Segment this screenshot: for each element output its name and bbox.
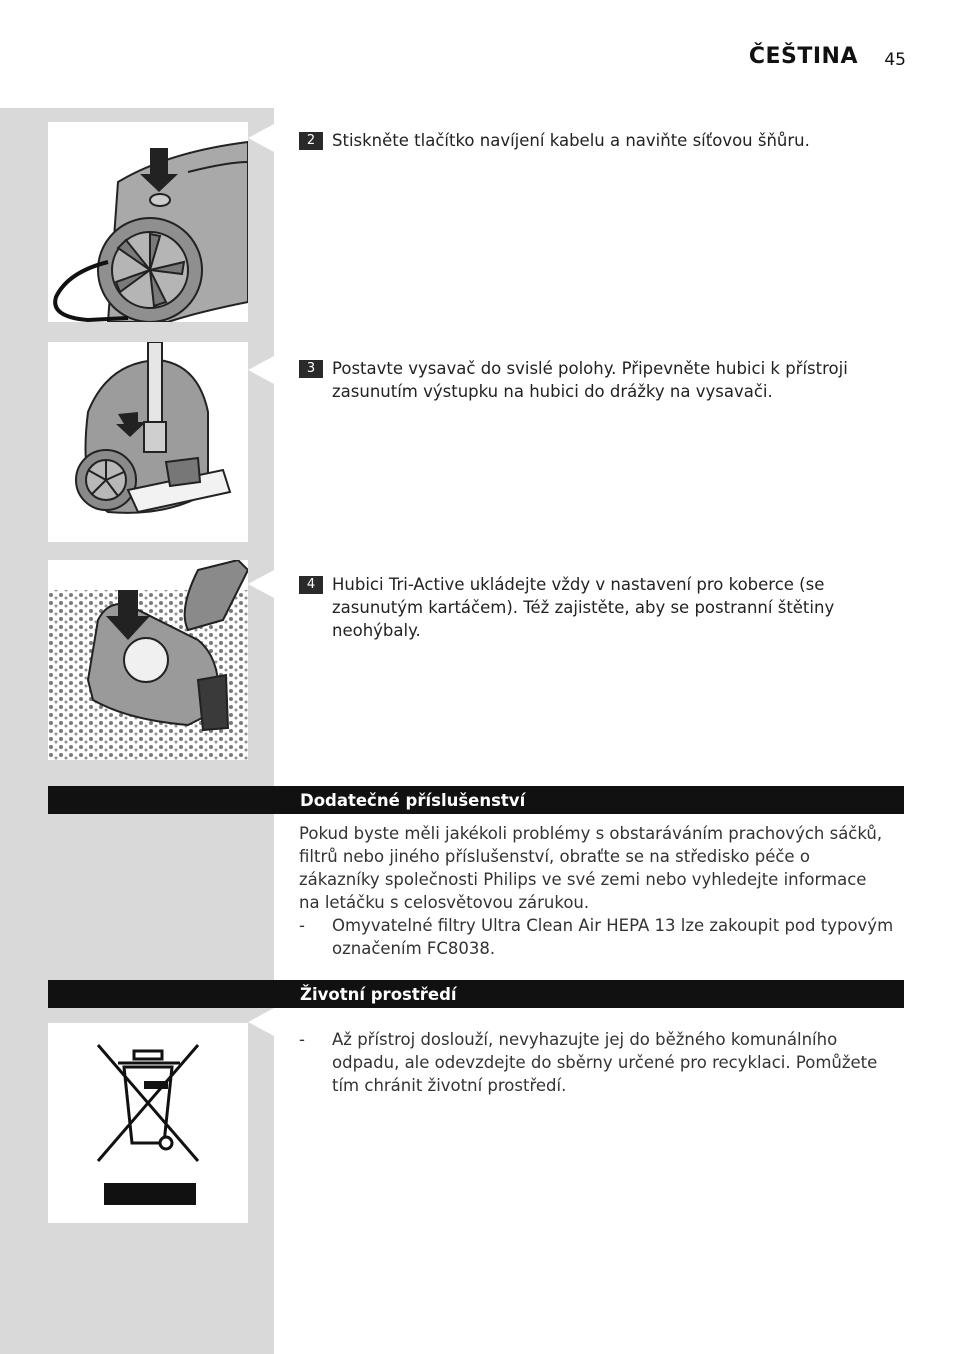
callout-notch [248,356,274,384]
step-number-badge: 2 [299,132,323,150]
step-text: Hubici Tri-Active ukládejte vždy v nastavení pro koberce (se zasunutým kartáčem). Též zajistěte, aby se postranní štětiny neohýbaly. [332,575,835,640]
step-3 [299,357,879,403]
step-2 [299,129,879,152]
list-item [299,1028,899,1097]
step-4 [299,573,879,642]
step-number-badge: 4 [299,576,323,594]
page-number: 45 [884,50,906,70]
section-title: Životní prostředí [300,985,457,1004]
list-item [299,914,899,960]
bullet-text: Až přístroj doslouží, nevyhazujte jej do běžného komunálního odpadu, ale odevzdejte do sběrny určené pro recyklaci. Pomůžete tím chránit životní prostředí. [332,1030,878,1095]
section-title: Dodatečné příslušenství [300,791,526,810]
callout-notch [248,124,274,152]
cord-rewind-button-icon [48,122,248,322]
language-heading: ČEŠTINA [748,44,858,69]
accessories-paragraph: Pokud byste měli jakékoli problémy s obstaráváním prachových sáčků, filtrů nebo jiného příslušenství, obraťte se na středisko péče o zákazníky společnosti Philips ve své zemi nebo vyhledejte informace na letáčku s celosvětovou zárukou. [299,824,883,912]
bullet-text: Omyvatelné filtry Ultra Clean Air HEPA 13 lze zakoupit pod typovým označením FC8038. [332,916,894,958]
step-number-badge: 3 [299,360,323,378]
crossed-out-wheelie-bin-icon [48,1023,248,1223]
bullet-dash: - [299,916,305,935]
step-text: Postavte vysavač do svislé polohy. Připevněte hubici k přístroji zasunutím výstupku na hubici do drážky na vysavači. [332,359,848,401]
callout-notch [248,570,274,598]
section-header-accessories [48,786,904,814]
nozzle-park-icon [48,342,248,542]
tri-active-nozzle-carpet-icon [48,560,248,760]
step-text: Stiskněte tlačítko navíjení kabelu a naviňte síťovou šňůru. [332,131,810,150]
callout-notch [248,1008,274,1036]
bullet-dash: - [299,1030,305,1049]
section-header-environment [48,980,904,1008]
